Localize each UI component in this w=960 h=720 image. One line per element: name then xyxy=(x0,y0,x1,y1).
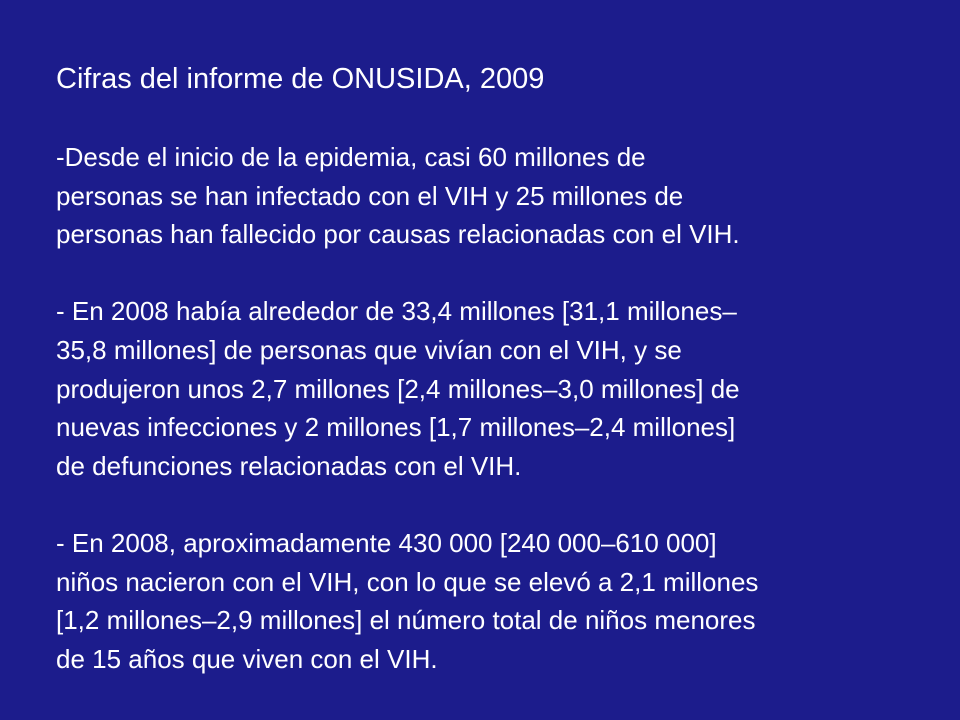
text-line: niños nacieron con el VIH, con lo que se elevó a 2,1 millones xyxy=(56,566,759,597)
text-line: 35,8 millones] de personas que vivían con el VIH, y se xyxy=(56,334,682,365)
paragraph-2008-statistics xyxy=(56,292,916,485)
text-line: - En 2008 había alrededor de 33,4 millones [31,1 millones– xyxy=(56,296,737,327)
text-line: personas han fallecido por causas relacionadas con el VIH. xyxy=(56,219,740,250)
text-line: produjeron unos 2,7 millones [2,4 millones–3,0 millones] de xyxy=(56,373,740,404)
text-line: [1,2 millones–2,9 millones] el número total de niños menores xyxy=(56,605,756,636)
paragraph-children-statistics xyxy=(56,524,916,678)
paragraph-total-infections xyxy=(56,138,916,254)
text-line: de 15 años que viven con el VIH. xyxy=(56,643,438,674)
text-line: nuevas infecciones y 2 millones [1,7 millones–2,4 millones] xyxy=(56,412,736,443)
slide-title: Cifras del informe de ONUSIDA, 2009 xyxy=(56,63,545,95)
text-line: -Desde el inicio de la epidemia, casi 60 millones de xyxy=(56,142,646,172)
text-line: de defunciones relacionadas con el VIH. xyxy=(56,450,522,481)
text-line: personas se han infectado con el VIH y 25 millones de xyxy=(56,180,684,211)
text-line: - En 2008, aproximadamente 430 000 [240 000–610 000] xyxy=(56,527,717,558)
slide-body xyxy=(56,138,916,717)
